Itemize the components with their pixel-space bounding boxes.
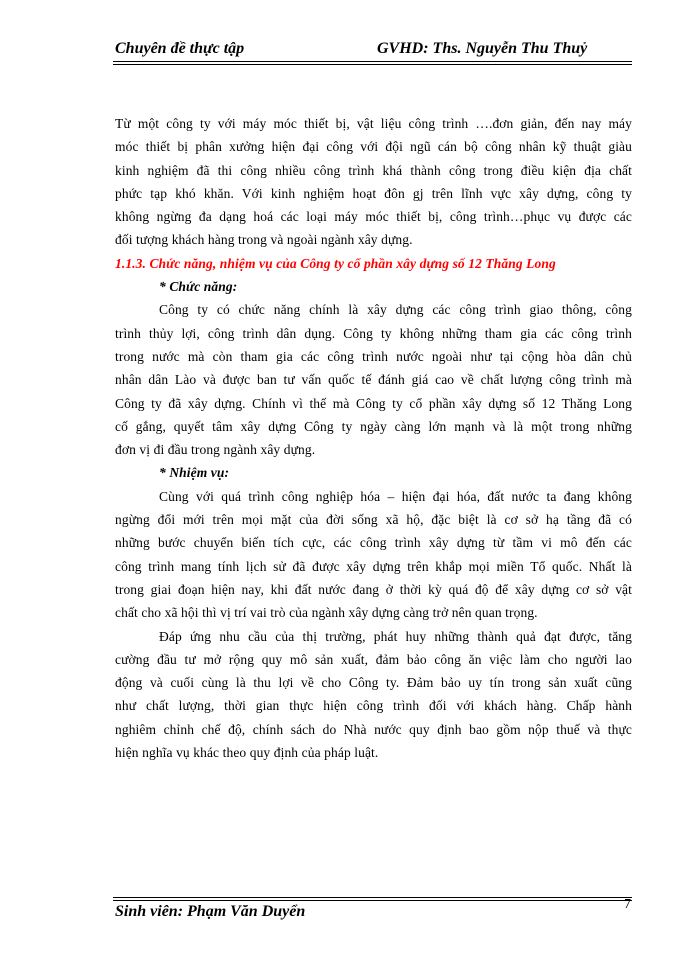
header-advisor: GVHD: Ths. Nguyễn Thu Thuỷ [377,40,588,57]
page-number: 7 [624,897,631,912]
function-line: trong nước mà còn tham gia các công trình nước ngoài như tại cộng hòa dân chủ [115,348,632,364]
function-line: cố gắng, quyết tâm xây dựng Công ty ngày càng lớn mạnh và là một trong những [115,418,632,434]
footer-rule [113,897,632,898]
duty-line: ngừng đổi mới trên mọi mặt của đời sống xã hộ, đặc biệt là cơ sở hạ tầng đã có [115,512,632,528]
header-title: Chuyên đề thực tập [115,40,245,57]
duty-line: công trình mang tính lịch sử đã được xây dựng trên khắp mọi miền Tổ quốc. Nhất là [115,558,632,574]
function-line: Công ty có chức năng chính là xây dựng các công trình giao thông, công [159,302,632,318]
section-heading: 1.1.3. Chức năng, nhiệm vụ của Công ty cổ phần xây dựng số 12 Thăng Long [115,255,556,271]
document-body [115,112,632,764]
header-rule [113,64,632,65]
function-line: nhân dân Lào và được ban tư vấn quốc tế đánh giá cao về chất lượng công trình mà [115,372,632,388]
intro-line: phức tạp khó khăn. Với kinh nghiệm hoạt đôn gj trên lĩnh vực xây dựng, công ty [115,185,632,201]
duty-line: động và cuối cùng là thu lợi về cho Công ty. Đảm bảo uy tín trong sản xuất cũng [115,675,632,691]
intro-line: không ngừng đa dạng hoá các loại máy móc thiết bị, công trình…phục vụ được các [115,209,632,225]
intro-line: đối tượng khách hàng trong và ngoài ngành xây dựng. [115,232,413,248]
intro-line: móc thiết bị phân xưởng hiện đại công với đội ngũ cán bộ công nhân kỹ thuật giàu [115,139,632,155]
duty-title: * Nhiệm vụ: [159,465,230,481]
duty-line: trong giai đoạn hiện nay, khi đất nước đang ở thời kỳ quá độ để xây dựng cơ sở vật [115,581,632,597]
duty-line: chất cho xã hội thì vị trí vai trò của ngành xây dựng càng trở nên quan trọng. [115,605,538,621]
function-line: Công ty đã xây dựng. Chính vì thế mà Công ty cổ phần xây dựng số 12 Thăng Long [115,395,632,411]
footer-rule [113,900,632,901]
header-rule [113,61,632,62]
duty-line: như chất lượng, thời gian thực hiện công trình đối với khách hàng. Chấp hành [115,698,632,714]
function-line: trình thủy lợi, công trình dân dụng. Công ty không những tham gia các công trình [115,325,632,341]
duty-line: Đáp ứng nhu cầu của thị trường, phát huy những thành quả đạt được, tăng [159,628,632,644]
intro-line: Từ một công ty với máy móc thiết bị, vật liệu công trình ….đơn giản, đến nay máy [115,116,632,131]
footer-student: Sinh viên: Phạm Văn Duyển [115,903,306,920]
function-title: * Chức năng: [159,279,238,295]
duty-line: hiện nghĩa vụ khác theo quy định của pháp luật. [115,745,379,761]
intro-line: kinh nghiệm đã thi công nhiều công trình khá thành công trong điều kiện địa chất [115,162,632,178]
function-line: đơn vị đi đầu trong ngành xây dựng. [115,442,316,458]
duty-line: những bước chuyển biến tích cực, các công trình xây dựng từ tầm vi mô đến các [115,535,632,551]
duty-line: Cùng với quá trình công nghiệp hóa – hiện đại hóa, đất nước ta đang không [159,488,632,504]
duty-line: nghiêm chỉnh chế độ, chính sách do Nhà nước quy định bao gồm nộp thuế và thực [115,721,632,737]
duty-line: cường đầu tư mở rộng quy mô sản xuất, đảm bảo công ăn việc làm cho người lao [115,651,632,667]
